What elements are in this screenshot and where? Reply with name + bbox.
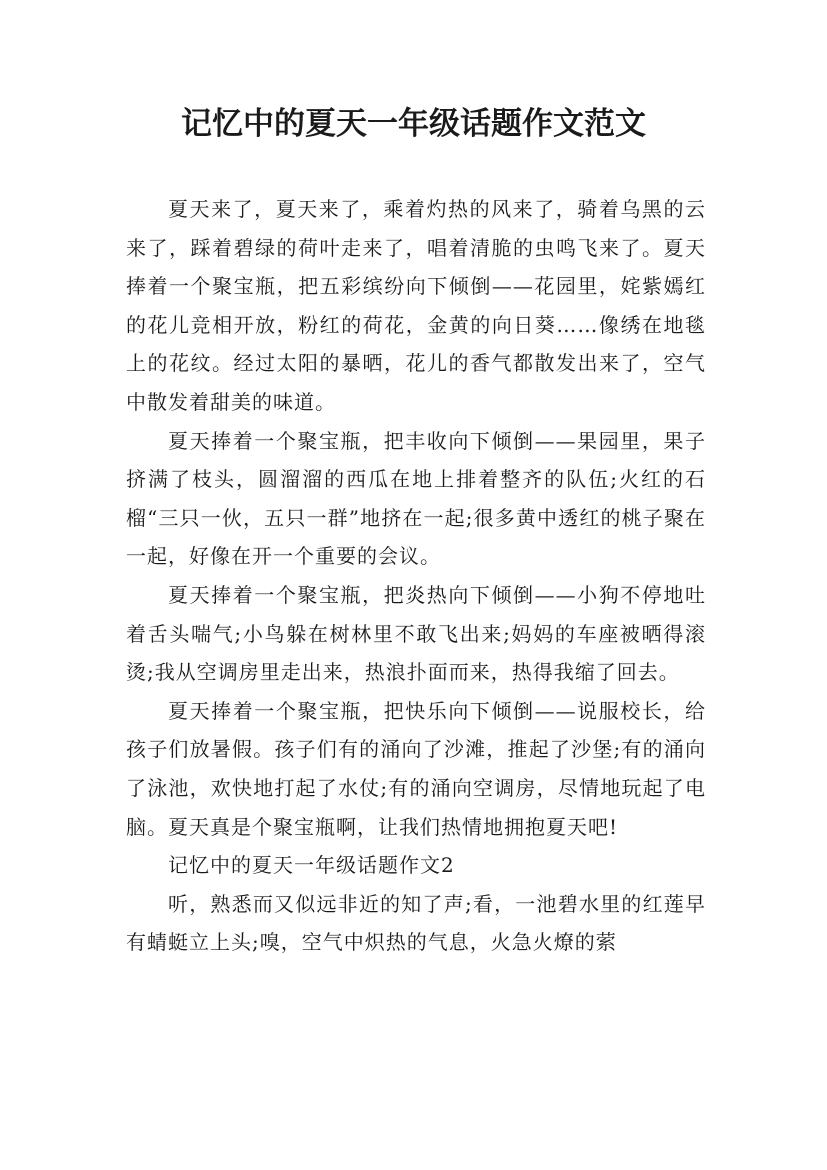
paragraph-2: 夏天捧着一个聚宝瓶，把丰收向下倾倒——果园里，果子挤满了枝头，圆溜溜的西瓜在地上排着整齐的队伍;火红的石榴“三只一伙，五只一群”地挤在一起;很多黄中透红的桃子聚在一起，好像在开一个重要的会议。: [126, 428, 706, 569]
paragraph-4: 夏天捧着一个聚宝瓶，把快乐向下倾倒——说服校长，给孩子们放暑假。孩子们有的涌向了沙滩，推起了沙堡;有的涌向了泳池，欢快地打起了水仗;有的涌向空调房，尽情地玩起了电脑。夏天真是个聚宝瓶啊，让我们热情地拥抱夏天吧!: [126, 698, 706, 839]
document-title: 记忆中的夏天一年级话题作文范文: [181, 106, 646, 142]
paragraph-3: 夏天捧着一个聚宝瓶，把炎热向下倾倒——小狗不停地吐着舌头喘气;小鸟躲在树林里不敢飞出来;妈妈的车座被晒得滚烫;我从空调房里走出来，热浪扑面而来，热得我缩了回去。: [126, 582, 706, 685]
section-heading-2: 记忆中的夏天一年级话题作文2: [168, 853, 455, 878]
paragraph-1: 夏天来了，夏天来了，乘着灼热的风来了，骑着乌黑的云来了，踩着碧绿的荷叶走来了，唱着清脆的虫鸣飞来了。夏天捧着一个聚宝瓶，把五彩缤纷向下倾倒——花园里，姹紫嫣红的花儿竞相开放，粉红的荷花，金黄的向日葵……像绣在地毯上的花纹。经过太阳的暴晒，花儿的香气都散发出来了，空气中散发着甜美的味道。: [126, 197, 706, 414]
paragraph-5: 听，熟悉而又似远非近的知了声;看，一池碧水里的红莲早有蜻蜓立上头;嗅，空气中炽热的气息，火急火燎的萦: [126, 891, 706, 955]
document-body: [126, 190, 706, 962]
